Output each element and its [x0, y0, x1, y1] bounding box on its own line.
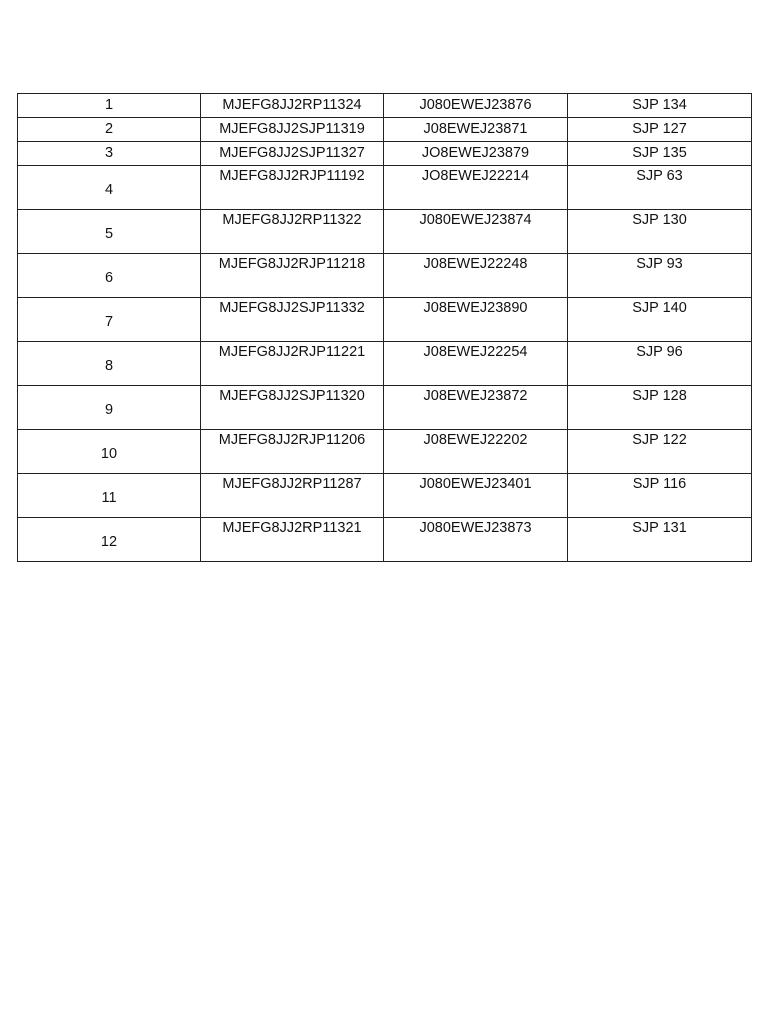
engine-number-cell: J08EWEJ23890: [384, 298, 568, 342]
row-number-cell: 6: [18, 254, 201, 298]
engine-number-cell: J08EWEJ22254: [384, 342, 568, 386]
row-number-cell: 7: [18, 298, 201, 342]
table-row: [18, 298, 752, 342]
table-row: [18, 430, 752, 474]
engine-number-cell: J080EWEJ23873: [384, 518, 568, 562]
code-cell: SJP 128: [568, 386, 752, 430]
row-number-cell: 2: [18, 118, 201, 142]
engine-number-cell: JO8EWEJ23879: [384, 142, 568, 166]
table-row: [18, 518, 752, 562]
row-number-cell: 3: [18, 142, 201, 166]
code-cell: SJP 96: [568, 342, 752, 386]
table-row: [18, 166, 752, 210]
code-cell: SJP 134: [568, 94, 752, 118]
row-number-cell: 8: [18, 342, 201, 386]
row-number-cell: 12: [18, 518, 201, 562]
row-number-cell: 1: [18, 94, 201, 118]
vin-cell: MJEFG8JJ2SJP11332: [201, 298, 384, 342]
row-number-cell: 11: [18, 474, 201, 518]
code-cell: SJP 93: [568, 254, 752, 298]
code-cell: SJP 130: [568, 210, 752, 254]
vin-cell: MJEFG8JJ2RJP11221: [201, 342, 384, 386]
code-cell: SJP 116: [568, 474, 752, 518]
code-cell: SJP 131: [568, 518, 752, 562]
code-cell: SJP 135: [568, 142, 752, 166]
engine-number-cell: J080EWEJ23401: [384, 474, 568, 518]
table-row: [18, 142, 752, 166]
table-row: [18, 386, 752, 430]
table-row: [18, 118, 752, 142]
vin-cell: MJEFG8JJ2RJP11206: [201, 430, 384, 474]
table-row: [18, 210, 752, 254]
engine-number-cell: JO8EWEJ22214: [384, 166, 568, 210]
row-number-cell: 10: [18, 430, 201, 474]
code-cell: SJP 140: [568, 298, 752, 342]
vin-cell: MJEFG8JJ2RJP11192: [201, 166, 384, 210]
table-row: [18, 342, 752, 386]
vehicle-table: [17, 93, 752, 562]
row-number-cell: 9: [18, 386, 201, 430]
engine-number-cell: J08EWEJ22248: [384, 254, 568, 298]
table-row: [18, 94, 752, 118]
engine-number-cell: J08EWEJ22202: [384, 430, 568, 474]
engine-number-cell: J08EWEJ23871: [384, 118, 568, 142]
vin-cell: MJEFG8JJ2SJP11319: [201, 118, 384, 142]
vin-cell: MJEFG8JJ2RJP11218: [201, 254, 384, 298]
vin-cell: MJEFG8JJ2RP11287: [201, 474, 384, 518]
code-cell: SJP 122: [568, 430, 752, 474]
row-number-cell: 5: [18, 210, 201, 254]
vin-cell: MJEFG8JJ2SJP11320: [201, 386, 384, 430]
engine-number-cell: J080EWEJ23874: [384, 210, 568, 254]
table-row: [18, 254, 752, 298]
code-cell: SJP 127: [568, 118, 752, 142]
row-number-cell: 4: [18, 166, 201, 210]
code-cell: SJP 63: [568, 166, 752, 210]
engine-number-cell: J080EWEJ23876: [384, 94, 568, 118]
vin-cell: MJEFG8JJ2RP11324: [201, 94, 384, 118]
vin-cell: MJEFG8JJ2RP11321: [201, 518, 384, 562]
table-row: [18, 474, 752, 518]
vin-cell: MJEFG8JJ2RP11322: [201, 210, 384, 254]
engine-number-cell: J08EWEJ23872: [384, 386, 568, 430]
vin-cell: MJEFG8JJ2SJP11327: [201, 142, 384, 166]
